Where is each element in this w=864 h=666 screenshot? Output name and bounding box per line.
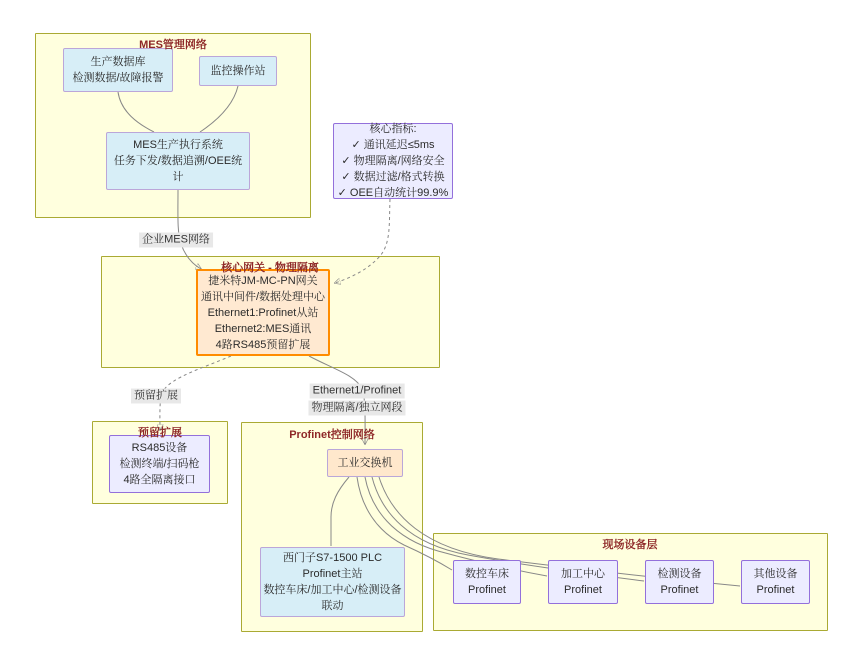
node-line: 其他设备 <box>753 568 798 580</box>
node-line: Profinet <box>756 584 795 596</box>
node-mes-execution-system <box>106 132 250 190</box>
node-line: Ethernet2:MES通讯 <box>214 322 312 335</box>
node-line: Profinet <box>660 584 699 596</box>
node-industrial-switch <box>327 449 403 477</box>
node-line: 监控操作站 <box>210 65 266 77</box>
node-inspection-equipment <box>645 560 714 604</box>
node-line: RS485设备 <box>131 442 188 454</box>
node-jm-mc-pn-gateway <box>196 269 330 356</box>
node-line: 数控车床 <box>465 568 509 580</box>
node-line: 任务下发/数据追溯/OEE统计 <box>113 155 243 183</box>
node-monitor-station <box>199 56 277 86</box>
node-line: Ethernet1:Profinet从站 <box>207 306 319 319</box>
node-line: 加工中心 <box>561 568 605 580</box>
node-line: 西门子S7-1500 PLC <box>282 552 383 564</box>
node-line: ✓ OEE自动统计99.9% <box>337 187 449 199</box>
node-line: Profinet主站 <box>302 568 363 580</box>
node-line: 工业交换机 <box>337 457 393 469</box>
node-line: 核心指标: <box>369 123 417 135</box>
cluster-title-gateway: 核心网关 - 物理隔离 <box>221 262 319 274</box>
edge-proddb-to-messys <box>118 92 154 132</box>
node-production-database <box>63 48 173 92</box>
edge-messys-to-gateway <box>178 190 201 269</box>
node-line: 数控车床/加工中心/检测设备联动 <box>263 584 402 612</box>
node-line: ✓ 数据过滤/格式转换 <box>341 171 445 183</box>
node-siemens-plc <box>260 547 405 617</box>
node-line: 捷米特JM-MC-PN网关 <box>208 274 318 287</box>
edge-monitor-to-messys <box>200 86 238 132</box>
cluster-title-reserved: 预留扩展 <box>138 427 182 439</box>
node-line: 生产数据库 <box>90 56 146 68</box>
edge-metrics-to-gateway <box>335 199 390 283</box>
cluster-title-field: 现场设备层 <box>602 539 658 551</box>
node-line: Profinet <box>468 584 506 596</box>
node-line: MES生产执行系统 <box>133 139 223 151</box>
cluster-title-mes: MES管理网络 <box>139 39 207 51</box>
edge-switch-to-plc <box>331 477 349 546</box>
node-cnc-lathe <box>453 560 521 604</box>
node-line: 通讯中间件/数据处理中心 <box>200 290 326 303</box>
node-rs485-devices <box>109 435 210 493</box>
edge-label-reserved-extension: 预留扩展 <box>131 389 181 404</box>
node-line: 检测终端/扫码枪 <box>119 458 200 470</box>
cluster-title-profinet: Profinet控制网络 <box>289 429 375 441</box>
node-line: 检测数据/故障报警 <box>72 72 164 84</box>
node-line: ✓ 物理隔离/网络安全 <box>341 155 445 167</box>
node-line: 4路RS485预留扩展 <box>215 338 311 351</box>
node-line: 4路全隔离接口 <box>123 474 196 486</box>
node-other-devices <box>741 560 810 604</box>
node-line: 检测设备 <box>657 568 702 580</box>
edge-label-enterprise-mes-network: 企业MES网络 <box>139 233 213 248</box>
node-line: ✓ 通讯延迟≤5ms <box>351 139 435 151</box>
edge-label-physical-isolation: 物理隔离/独立网段 <box>308 401 405 416</box>
edge-label-ethernet1-profinet: Ethernet1/Profinet <box>310 384 405 399</box>
node-core-metrics <box>333 123 453 199</box>
node-line: Profinet <box>564 584 602 596</box>
node-machining-center <box>548 560 618 604</box>
